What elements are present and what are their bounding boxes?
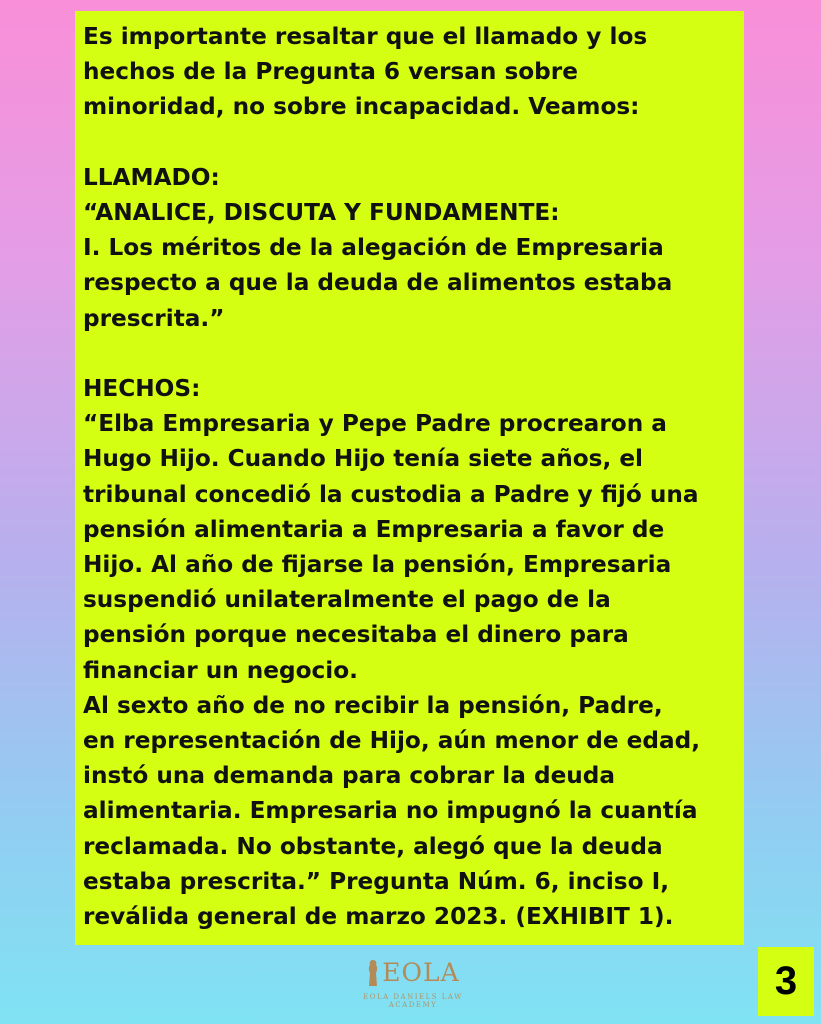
logo-name: EOLA bbox=[382, 958, 460, 987]
logo-tagline: EOLA DANIELS LAW ACADEMY bbox=[363, 993, 463, 1009]
logo-mark bbox=[366, 958, 459, 988]
spacer bbox=[83, 336, 734, 371]
page-number-badge: 3 bbox=[758, 947, 814, 1016]
column-figure-icon bbox=[366, 959, 380, 987]
hechos-text: “Elba Empresaria y Pepe Padre procrearon a Hugo Hijo. Cuando Hijo tenía siete años, el tribunal concedió la custodia a Padre y fijó una pensión alimentaria a Empresaria a favor de Hijo. Al año de fijarse la pensión, Empresaria suspendió unilateralmente el pago de la pensión porque necesitaba el dinero para financiar un negocio. Al sexto año de no recibir la pensión, Padre, en representación de Hijo, aún menor de edad, instó una demanda para cobrar la deuda alimentaria. Empresaria no impugnó la cuantía reclamada. No obstante, alegó que la deuda estaba prescrita.” Pregunta Núm. 6, inciso I, reválida general de marzo 2023. (EXHIBIT 1). bbox=[83, 410, 701, 931]
eola-logo bbox=[338, 958, 488, 1014]
spacer bbox=[83, 125, 734, 160]
content-card bbox=[75, 11, 744, 945]
llamado-heading: LLAMADO: bbox=[83, 163, 220, 191]
llamado-text: “ANALICE, DISCUTA Y FUNDAMENTE: I. Los méritos de la alegación de Empresaria respecto a que la deuda de alimentos estaba prescrita.” bbox=[83, 199, 673, 332]
hechos-heading: HECHOS: bbox=[83, 375, 201, 402]
intro-paragraph: Es importante resaltar que el llamado y los hechos de la Pregunta 6 versan sobre minoridad, no sobre incapacidad. Veamos: bbox=[83, 23, 648, 121]
